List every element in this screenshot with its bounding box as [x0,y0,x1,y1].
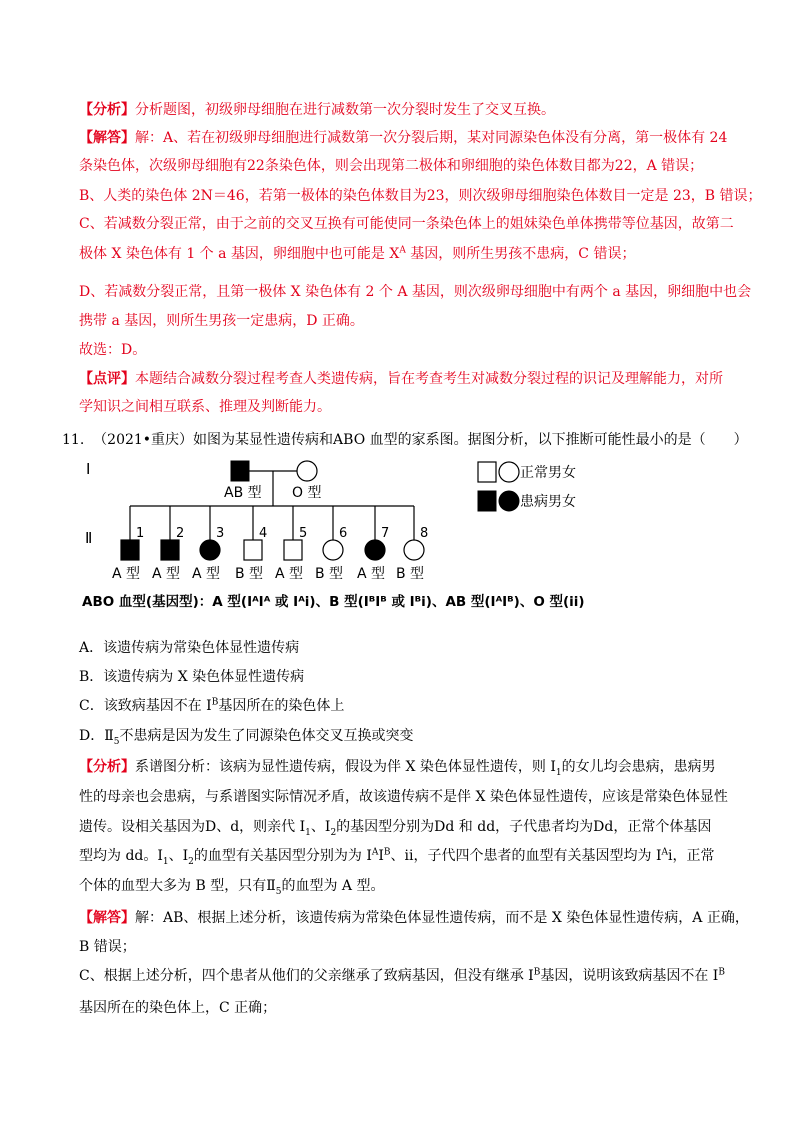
option-text: D．Ⅱ [79,728,114,744]
subscript: 2 [330,827,337,838]
mother-normal-female [297,461,317,481]
q10-answer-line-8: 故选：D。 [79,342,147,358]
legend-affected-female [499,491,519,511]
q10-answer-line-5 [79,244,769,264]
q10-answer-line-4: C、若减数分裂正常，由于之前的交叉互换有可能使同一条染色体上的姐妹染色单体携带等位基因，故第二 [79,216,734,232]
answer-tag: 【解答】 [79,130,135,146]
analysis-text: 的血型为 A 型。 [281,878,385,894]
father-blood-type: AB 型 [224,485,262,501]
analysis-tag: 【分析】 [79,759,135,775]
analysis-text: 、ii，子代四个患者的血型有关基因型均为 I [390,848,662,864]
question-number: 11. [62,432,85,448]
analysis-text: 遗传。设相关基因为D、d，则亲代 Ⅰ [79,819,306,835]
legend-normal-male [478,462,496,482]
q10-answer-line-1 [79,128,769,148]
comment-text: 本题结合减数分裂过程考查人类遗传病，旨在考查考生对减数分裂过程的识记及理解能力，对所 [135,371,723,387]
individual-number-label: 6 [339,526,348,541]
individual-number-label: 5 [299,526,308,541]
blood-type-label: B 型 [235,566,264,582]
q11-analysis-line-3 [79,817,769,837]
individual-II-4-male-normal [244,540,262,560]
superscript: A [399,245,406,256]
blood-type-label: A 型 [152,566,181,582]
generation-2-label: Ⅱ [85,529,93,547]
individual-number-label: 4 [259,526,268,541]
blood-type-label: A 型 [275,566,304,582]
individual-II-1-male-affected [121,540,139,560]
individual-II-2-male-affected [161,540,179,560]
analysis-text: 分析题图，初级卵母细胞在进行减数第一次分裂时发生了交叉互换。 [135,102,555,118]
analysis-text: 系谱图分析：该病为显性遗传病，假设为伴 X 染色体显性遗传，则 Ⅰ [135,759,556,775]
subscript: 5 [275,886,282,897]
individual-number-label: 7 [381,526,390,541]
blood-type-label: A 型 [357,566,386,582]
father-affected-male [231,461,249,481]
option-a: A．该遗传病为常染色体显性遗传病 [79,640,300,656]
blood-type-label: A 型 [192,566,221,582]
legend-normal-female [499,462,519,482]
answer-tag: 【解答】 [79,910,135,926]
option-text: 基因所在的染色体上 [218,698,345,714]
individual-II-5-male-normal [284,540,302,560]
analysis-text: I [378,848,384,864]
answer-text: 基因，则所生男孩不患病，C 错误； [405,246,636,262]
individual-II-8-female-normal [404,540,424,560]
q11-answer-line-3 [79,966,769,986]
superscript: A [371,847,379,858]
generation-1-label: Ⅰ [86,460,91,478]
individual-II-3-female-affected [200,540,220,560]
question-text: （2021•重庆）如图为某显性遗传病和ABO 血型的家系图。据图分析，以下推断可能性最小的是（ ） [93,432,748,448]
subscript: 1 [305,827,311,838]
individual-number-label: 3 [216,526,225,541]
q10-comment-line-2: 学知识之间相互联系、推理及判断能力。 [79,399,331,415]
analysis-text: i，正常 [667,848,715,864]
q11-stem [62,430,748,450]
answer-text: 解：A、若在初级卵母细胞进行减数第一次分裂后期，某对同源染色体没有分离，第一极体有 24 [135,130,728,146]
superscript: A [661,847,668,858]
analysis-text: 的血型有关基因型分别为为 I [193,848,372,864]
abo-genotype-note: ABO 血型(基因型)：A 型(IᴬIᴬ 或 Iᴬi)、B 型(IᴮIᴮ 或 Iᴮi)、AB 型(IᴬIᴮ)、O 型(ii) [82,594,585,610]
q11-analysis-line-4 [79,846,769,866]
subscript: 1 [162,856,169,867]
analysis-text: 、Ⅰ [168,848,189,864]
superscript: B [211,697,219,708]
q11-answer-line-1 [79,908,769,928]
superscript: B [533,967,541,978]
answer-text: 解：AB、根据上述分析，该遗传病为常染色体显性遗传病，而不是 X 染色体显性遗传病，A 正确， [135,910,749,926]
q10-answer-line-2: 条染色体，次级卵母细胞有22条染色体，则会出现第二极体和卵细胞的染色体数目都为22，A 错误； [79,158,704,174]
individual-II-6-female-normal [323,540,343,560]
answer-text: C、根据上述分析，四个患者从他们的父亲继承了致病基因，但没有继承 I [79,968,534,984]
pedigree-chart [0,450,800,620]
q10-answer-line-3: B、人类的染色体 2N＝46，若第一极体的染色体数目为23，则次级卵母细胞染色体数目一定是 23，B 错误； [79,188,762,204]
individual-II-7-female-affected [365,540,385,560]
subscript: 2 [188,856,194,867]
q11-answer-line-2: B 错误； [79,939,136,955]
blood-type-label: B 型 [396,566,425,582]
q10-comment [79,369,769,389]
answer-text: 基因，说明该致病基因不在 I [540,968,719,984]
option-c [79,696,344,716]
option-b: B．该遗传病为 X 染色体显性遗传病 [79,669,305,685]
analysis-text: 个体的血型大多为 B 型，只有Ⅱ [79,878,276,894]
option-text: 不患病是因为发生了同源染色体交叉互换或突变 [119,728,414,744]
superscript: B [383,847,391,858]
q11-analysis-line-1 [79,757,769,777]
q11-analysis-line-5 [79,876,769,896]
q11-answer-line-4: 基因所在的染色体上，C 正确； [79,1000,277,1016]
answer-text: 极体 X 染色体有 1 个 a 基因，卵细胞中也可能是 X [79,246,400,262]
option-text: C．该致病基因不在 I [79,698,212,714]
analysis-text: 、Ⅰ [310,819,331,835]
analysis-text: 型均为 dd。Ⅰ [79,848,163,864]
q10-answer-line-7: 携带 a 基因，则所生男孩一定患病，D 正确。 [79,313,364,329]
legend-affected-label: 患病男女 [520,494,576,510]
subscript: 5 [113,736,120,747]
analysis-tag: 【分析】 [79,102,135,118]
analysis-text: 的女儿均会患病，患病男 [561,759,716,775]
q11-analysis-line-2: 性的母亲也会患病，与系谱图实际情况矛盾，故该遗传病不是伴 X 染色体显性遗传，应该是常染色体显性 [79,789,728,805]
superscript: B [718,967,725,978]
q10-analysis [79,100,769,120]
legend-normal-label: 正常男女 [520,465,576,481]
blood-type-label: A 型 [112,566,141,582]
individual-number-label: 2 [176,526,185,541]
q10-answer-line-6: D、若减数分裂正常，且第一极体 X 染色体有 2 个 A 基因，则次级卵母细胞中有两个 a 基因，卵细胞中也会 [79,284,752,300]
individual-number-label: 1 [136,526,145,541]
legend-affected-male [478,491,496,511]
subscript: 1 [555,767,562,778]
analysis-text: 的基因型分别为Dd 和 dd，子代患者均为Dd，正常个体基因 [336,819,712,835]
option-d [79,726,413,746]
mother-blood-type: O 型 [292,485,322,501]
individual-number-label: 8 [420,526,429,541]
comment-tag: 【点评】 [79,371,135,387]
blood-type-label: B 型 [315,566,344,582]
